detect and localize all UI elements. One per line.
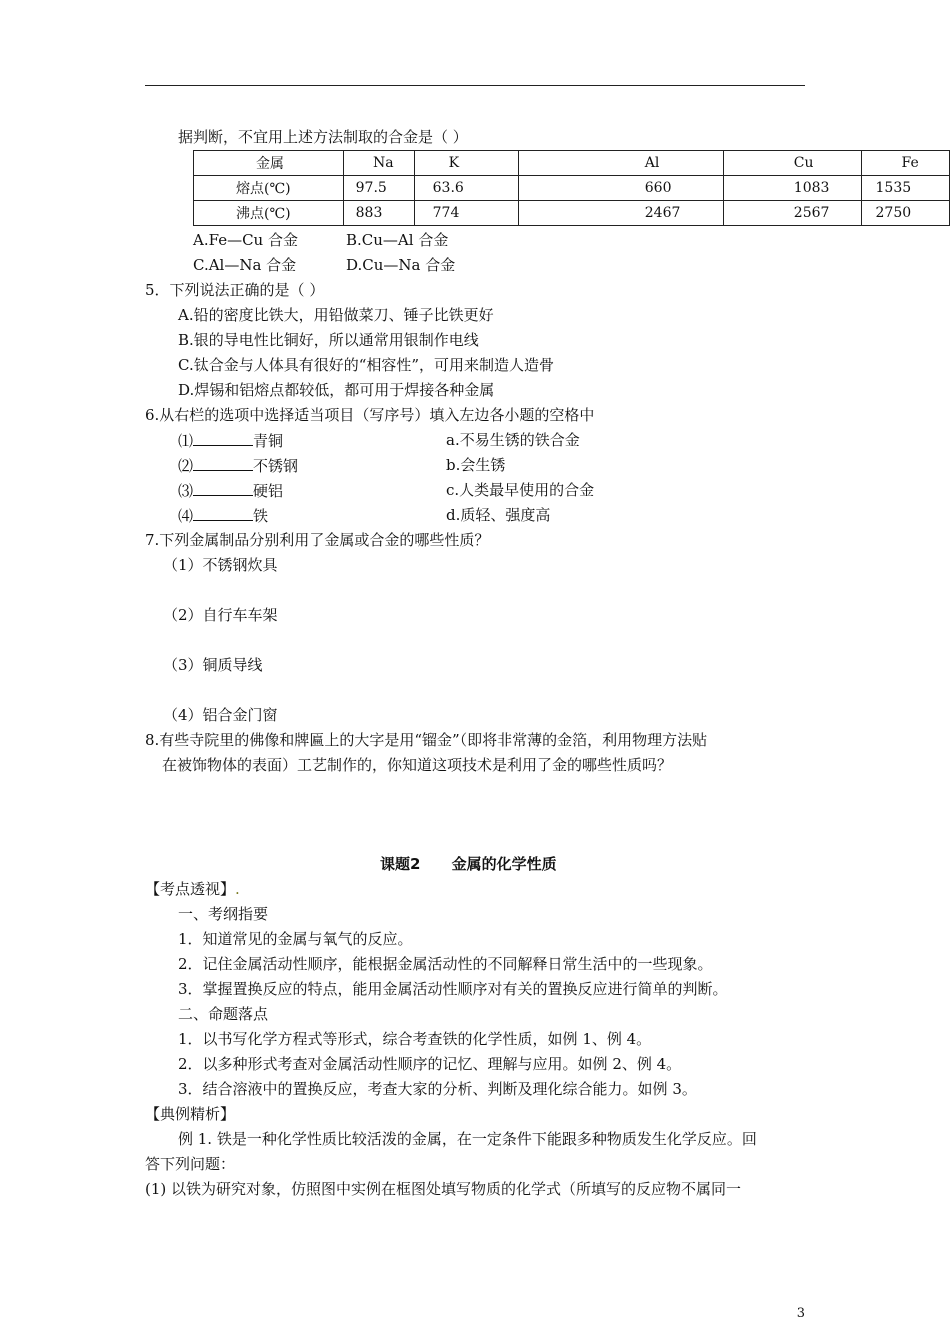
kaogang-title: 一、考纲指要 [178, 905, 269, 923]
table-cell: Fe [861, 151, 949, 176]
q7-item: （4）铝合金门窗 [163, 706, 278, 724]
table-cell: 金属 [194, 151, 344, 176]
table-cell: 2467 [518, 201, 723, 226]
q7-item: （1）不锈钢炊具 [163, 556, 278, 574]
q4-option-b: B.Cu—Al 合金 [346, 231, 449, 249]
example1-line-1: 例 1. 铁是一种化学性质比较活泼的金属，在一定条件下能跟多种物质发生化学反应。回 [178, 1130, 757, 1148]
table-cell: 2567 [723, 201, 861, 226]
mingti-item: 1．以书写化学方程式等形式，综合考查铁的化学性质，如例 1、例 4。 [178, 1030, 652, 1048]
q6-item-label: 铁 [253, 507, 269, 525]
q7-item: （3）铜质导线 [163, 656, 263, 674]
q6-item-label: 不锈钢 [253, 457, 299, 475]
q4-option-c: C.Al—Na 合金 [193, 256, 297, 274]
kaogang-item: 3．掌握置换反应的特点，能用金属活动性顺序对有关的置换反应进行简单的判断。 [178, 980, 728, 998]
dianli-heading: 【典例精析】 [145, 1105, 236, 1123]
table-cell: Cu [723, 151, 861, 176]
table-header-row [194, 151, 950, 176]
section-title: 课题2 金属的化学性质 [380, 855, 557, 873]
table-cell: 63.6 [414, 176, 518, 201]
q7-item: （2）自行车车架 [163, 606, 278, 624]
q6-right-option: c.人类最早使用的合金 [446, 481, 595, 499]
table-cell: 1535 [861, 176, 949, 201]
alloy-table [193, 150, 950, 226]
table-cell: 1083 [723, 176, 861, 201]
q6-right-option: d.质轻、强度高 [446, 506, 551, 524]
table-cell: 熔点(℃) [194, 176, 344, 201]
kaogang-item: 2．记住金属活动性顺序，能根据金属活动性的不同解释日常生活中的一些现象。 [178, 955, 713, 973]
q4-option-a: A.Fe—Cu 合金 [193, 231, 298, 249]
example1-line-3: (1) 以铁为研究对象，仿照图中实例在框图处填写物质的化学式（所填写的反应物不属同一 [145, 1180, 742, 1198]
q7-stem: 7.下列金属制品分别利用了金属或合金的哪些性质？ [145, 531, 490, 549]
q8-line-2: 在被饰物体的表面）工艺制作的，你知道这项技术是利用了金的哪些性质吗？ [162, 756, 673, 774]
mingti-title: 二、命题落点 [178, 1005, 269, 1023]
q4-option-d: D.Cu—Na 合金 [346, 256, 456, 274]
q5-option-c: C.钛合金与人体具有很好的“相容性”，可用来制造人造骨 [178, 356, 555, 374]
q6-item-label: 硬铝 [253, 482, 284, 500]
answer-blank[interactable] [193, 506, 253, 521]
q6-left-item [178, 481, 283, 500]
table-cell: 2750 [861, 201, 949, 226]
table-cell: Al [518, 151, 723, 176]
q6-right-option: a.不易生锈的铁合金 [446, 431, 580, 449]
q6-item-number: ⑷ [178, 507, 194, 525]
q8-line-1: 8.有些寺院里的佛像和牌匾上的大字是用“镏金”（即将非常薄的金箔，利用物理方法贴 [145, 731, 708, 749]
q6-item-number: ⑴ [178, 432, 194, 450]
mingti-item: 3．结合溶液中的置换反应，考查大家的分析、判断及理化综合能力。如例 3。 [178, 1080, 697, 1098]
table-cell: K [414, 151, 518, 176]
table-intro: 据判断，不宜用上述方法制取的合金是（ ） [178, 128, 468, 146]
q5-option-b: B.银的导电性比铜好，所以通常用银制作电线 [178, 331, 479, 349]
table-cell: 沸点(℃) [194, 201, 344, 226]
q5-option-a: A.铅的密度比铁大，用铅做菜刀、锤子比铁更好 [178, 306, 494, 324]
kaodian-label: 【考点透视】 [145, 880, 236, 898]
table-cell: Na [343, 151, 414, 176]
table-cell: 883 [343, 201, 414, 226]
page-number: 3 [796, 1306, 805, 1321]
q6-left-item [178, 456, 298, 475]
table-row [194, 176, 950, 201]
example1-line-2: 答下列问题： [145, 1155, 236, 1173]
table-cell: 660 [518, 176, 723, 201]
bullet-icon: . [235, 880, 240, 898]
q6-left-item [178, 506, 268, 525]
kaodian-heading [145, 880, 240, 898]
kaogang-item: 1．知道常见的金属与氧气的反应。 [178, 930, 413, 948]
table-row [194, 201, 950, 226]
q6-item-number: ⑵ [178, 457, 194, 475]
answer-blank[interactable] [193, 431, 253, 446]
mingti-item: 2．以多种形式考查对金属活动性顺序的记忆、理解与应用。如例 2、例 4。 [178, 1055, 682, 1073]
q6-item-label: 青铜 [253, 432, 284, 450]
q5-stem: 5．下列说法正确的是（ ） [145, 281, 325, 299]
q6-stem: 6.从右栏的选项中选择适当项目（写序号）填入左边各小题的空格中 [145, 406, 595, 424]
q6-item-number: ⑶ [178, 482, 194, 500]
header-rule [145, 85, 805, 86]
answer-blank[interactable] [193, 456, 253, 471]
q6-left-item [178, 431, 283, 450]
answer-blank[interactable] [193, 481, 253, 496]
q6-right-option: b.会生锈 [446, 456, 506, 474]
table-cell: 774 [414, 201, 518, 226]
table-cell: 97.5 [343, 176, 414, 201]
q5-option-d: D.焊锡和铝熔点都较低，都可用于焊接各种金属 [178, 381, 495, 399]
